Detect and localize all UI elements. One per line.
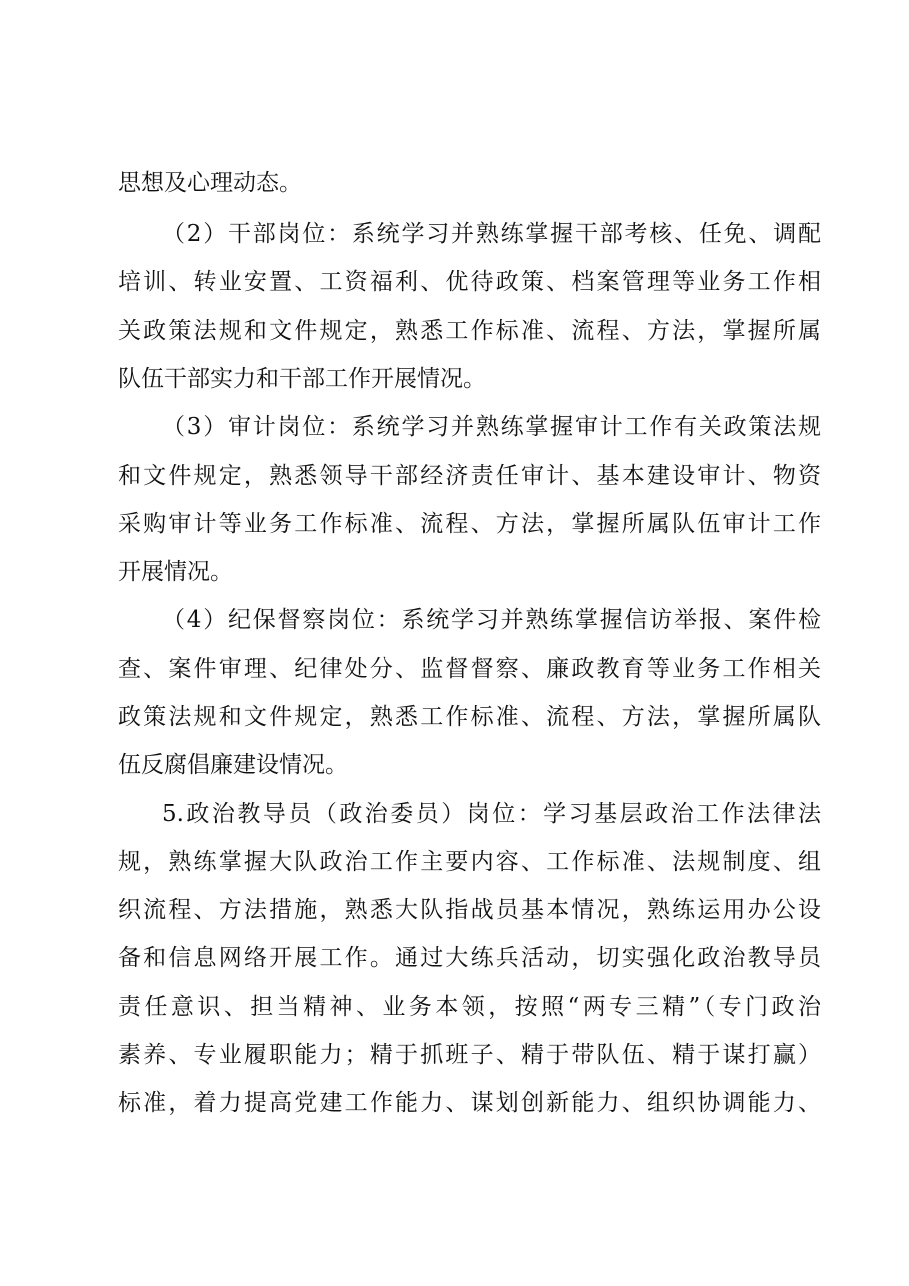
text-line: 规，熟练掌握大队政治工作主要内容、工作标准、法规制度、组 — [118, 849, 821, 875]
text-line: 培训、转业安置、工资福利、优待政策、档案管理等业务工作相 — [118, 269, 821, 295]
text-line: 素养、专业履职能力；精于抓班子、精于带队伍、精于谋打赢） — [118, 1042, 821, 1068]
text-line: 关政策法规和文件规定，熟悉工作标准、流程、方法，掌握所属 — [118, 318, 821, 344]
text-line: 政策法规和文件规定，熟悉工作标准、流程、方法，掌握所属队 — [118, 704, 821, 730]
text-line: 队伍干部实力和干部工作开展情况。 — [118, 366, 486, 392]
text-line: 标准，着力提高党建工作能力、谋划创新能力、组织协调能力、 — [118, 1090, 821, 1116]
text-line: 开展情况。 — [118, 559, 233, 585]
text-line: 和文件规定，熟悉领导干部经济责任审计、基本建设审计、物资 — [118, 463, 821, 489]
text-line: 查、案件审理、纪律处分、监督督察、廉政教育等业务工作相关 — [118, 656, 821, 682]
text-line: 5.政治教导员（政治委员）岗位：学习基层政治工作法律法 — [162, 801, 821, 827]
text-line: （2）干部岗位：系统学习并熟练掌握干部考核、任免、调配 — [162, 221, 821, 247]
text-line: 伍反腐倡廉建设情况。 — [118, 752, 348, 778]
text-line: 思想及心理动态。 — [118, 170, 302, 196]
text-line: 备和信息网络开展工作。通过大练兵活动，切实强化政治教导员 — [118, 945, 821, 971]
text-line: （4）纪保督察岗位：系统学习并熟练掌握信访举报、案件检 — [162, 607, 821, 633]
text-line: 织流程、方法措施，熟悉大队指战员基本情况，熟练运用办公设 — [118, 897, 821, 923]
text-line: （3）审计岗位：系统学习并熟练掌握审计工作有关政策法规 — [162, 414, 821, 440]
text-line: 责任意识、担当精神、业务本领，按照“两专三精”（专门政治 — [118, 994, 821, 1020]
text-line: 采购审计等业务工作标准、流程、方法，掌握所属队伍审计工作 — [118, 511, 821, 537]
